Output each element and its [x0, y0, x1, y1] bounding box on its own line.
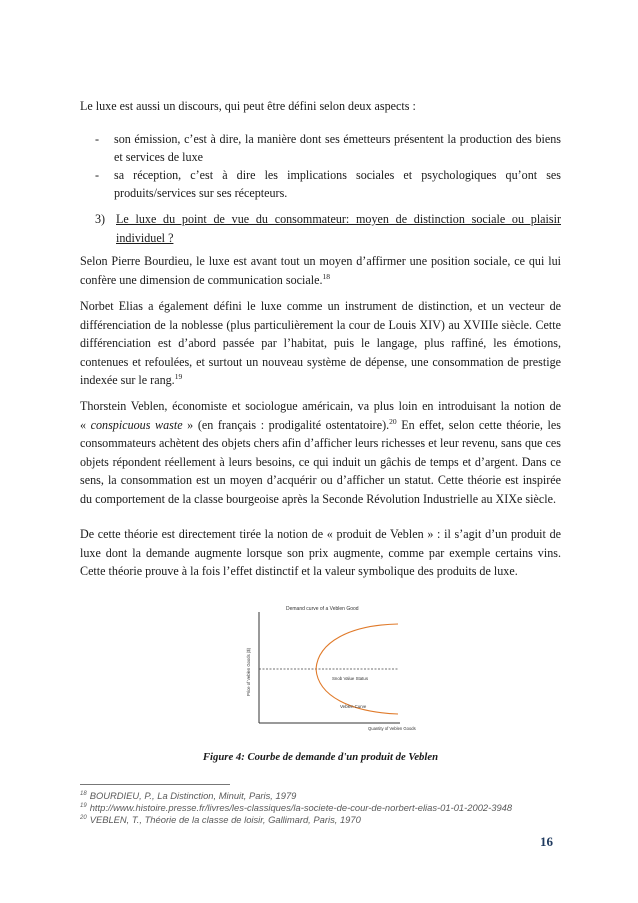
footnote-text: VEBLEN, T., Théorie de la classe de loisir, Gallimard, Paris, 1970: [89, 814, 361, 826]
footnote-link[interactable]: http://www.histoire.presse.fr/livres/les-classiques/la-societe-de-cour-de-norbert-elias-01-01-2002-3948: [89, 802, 513, 814]
intro-paragraph: Le luxe est aussi un discours, qui peut être défini selon deux aspects :: [80, 99, 416, 113]
footnote-number: 19: [80, 803, 87, 810]
footnote[interactable]: [80, 802, 580, 814]
paragraph-bourdieu: [80, 252, 561, 289]
section-title: Le luxe du point de vue du consommateur: moyen de distinction sociale ou plaisir individuel ?: [116, 212, 561, 245]
footnotes: [80, 790, 580, 827]
footnote: [80, 790, 580, 802]
list-dash: -: [95, 168, 100, 182]
footnote-ref[interactable]: 18: [322, 271, 330, 281]
paragraph-elias: [80, 297, 561, 390]
section-number: 3): [95, 212, 106, 226]
footnote-text: BOURDIEU, P., La Distinction, Minuit, Paris, 1979: [89, 790, 297, 801]
paragraph-text: Selon Pierre Bourdieu, le luxe est avant tout un moyen d’affirmer une position sociale, ce qui lui confère une dimension de communication sociale.: [80, 254, 561, 287]
footnote-separator: [80, 784, 230, 785]
veblen-curve-label: Veblen Curve: [340, 704, 367, 709]
chart-title: Demand curve of a Veblen Good: [286, 606, 359, 612]
paragraph-veblen: [80, 397, 561, 509]
list-item-text: sa réception, c’est à dire les implications sociales et psychologiques qu’ont ses produits/services sur ses récepteurs.: [114, 168, 561, 200]
list-dash: -: [95, 132, 100, 146]
emphasis-term: conspicuous waste: [90, 417, 183, 432]
page-number: 16: [540, 834, 553, 849]
footnote: [80, 814, 580, 826]
footnote-ref[interactable]: 20: [389, 416, 397, 426]
veblen-demand-chart: [240, 600, 416, 733]
list-item-text: son émission, c’est à dire, la manière dont ses émetteurs présentent la production des biens et services de luxe: [114, 132, 561, 164]
footnote-number: 18: [80, 791, 87, 797]
figure-caption: Figure 4: Courbe de demande d'un produit de Veblen: [202, 751, 439, 763]
snob-value-label: Snob Value Status: [332, 676, 369, 681]
x-axis-label: Quantity of Veblen Goods: [368, 726, 416, 731]
footnote-ref[interactable]: 19: [174, 372, 183, 382]
paragraph-text: » (en français : prodigalité ostentatoire).: [187, 417, 390, 432]
footnote-number: 20: [80, 815, 87, 822]
paragraph-text: En effet, selon cette théorie, les consommateurs achètent des objets chers afin d’afficher leurs richesses et leur revenu, sans que ces objets répondent réellement à leurs besoins, ce qui induit un gâchis de temps et d’argent. Dans ce sens, la consommation est un moyen d’acquérir ou d’afficher un statut. Cette théorie est inspirée du comportement de la classe bourgeoise après la Seconde Révolution Industrielle au XIXe siècle.: [80, 417, 561, 506]
section-heading: [80, 210, 561, 247]
paragraph-text: Thorstein Veblen, économiste et sociologue américain, va plus loin en introduisant la notion de «: [80, 399, 561, 432]
aspects-list: [80, 130, 561, 202]
list-item: [80, 166, 561, 202]
veblen-demand-figure: [240, 600, 416, 733]
list-item: [80, 130, 561, 166]
paragraph-text: Norbet Elias a également défini le luxe comme un instrument de distinction, et un vecteur de différenciation de la noblesse (plus particulièrement la cour de Louis XIV) au XVIIIe siècle. Cette différenciation est d’abord passée par l’habitat, puis le langage, plus raffiné, les émotions, contenues et refoulées, et surtout un nouveau système de dépense, une consommation de prestige indexée sur le rang.: [80, 299, 561, 388]
y-axis-label: Price of Veblen Goods ($): [246, 648, 251, 696]
paragraph-veblen-product: De cette théorie est directement tirée la notion de « produit de Veblen » : il s’agit d’un produit de luxe dont la demande augmente lorsque son prix augmente, comme par exemple certains vins. Cette théorie prouve à la fois l’effet distinctif et la valeur symbolique des produits de luxe.: [80, 527, 561, 579]
